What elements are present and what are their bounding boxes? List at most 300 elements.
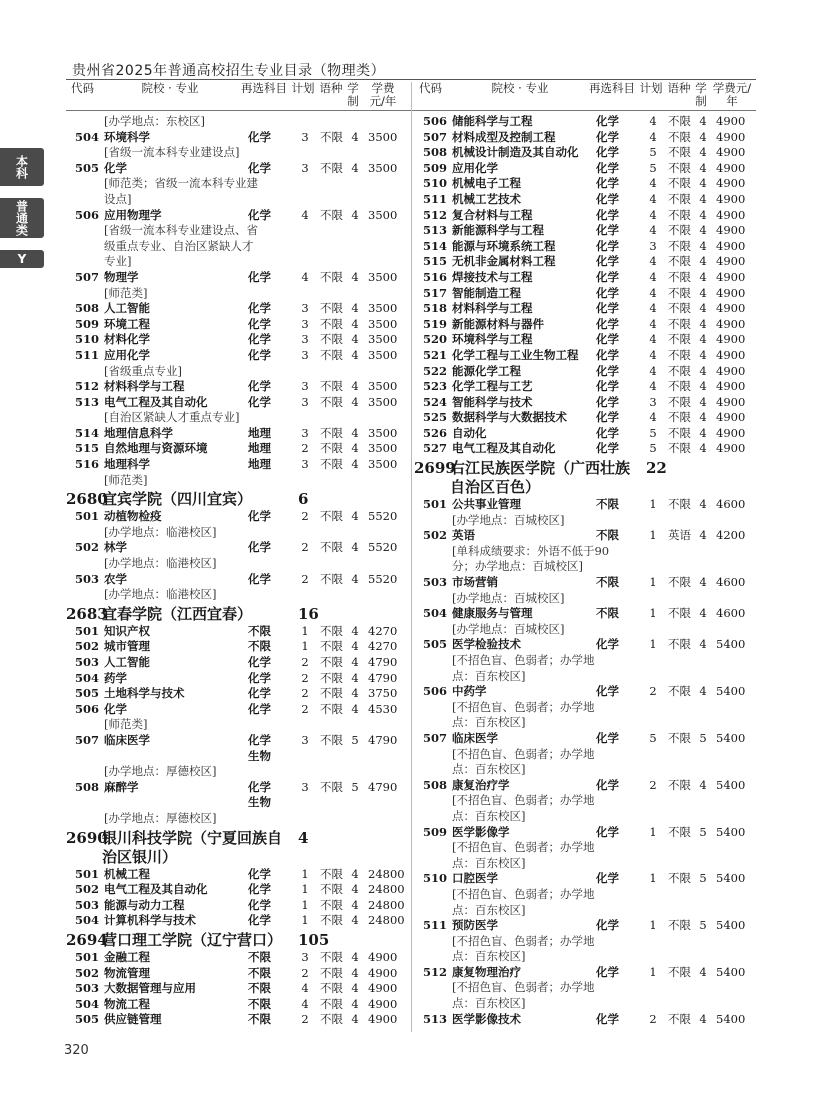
major-name: 农学 xyxy=(104,571,127,586)
language: 不限 xyxy=(320,316,343,331)
language: 不限 xyxy=(668,129,691,144)
tuition-fee: 3500 xyxy=(368,347,398,362)
major-row xyxy=(414,426,756,442)
required-subject: 化学 xyxy=(596,918,619,933)
header-rule xyxy=(66,79,756,80)
major-note: [不招色盲、色弱者；办学地点：百东校区] xyxy=(452,886,595,917)
major-name: 口腔医学 xyxy=(452,871,498,886)
study-years: 4 xyxy=(699,129,707,144)
major-row xyxy=(66,882,408,898)
tuition-fee: 4900 xyxy=(716,238,746,253)
side-tab-undergrad: 本科 xyxy=(0,148,44,186)
major-name: 机械工程 xyxy=(104,866,150,881)
study-years: 4 xyxy=(699,301,707,316)
language: 不限 xyxy=(320,655,343,669)
major-name: 物理学 xyxy=(104,269,139,284)
language: 不限 xyxy=(320,457,343,472)
major-row xyxy=(414,301,756,317)
plan-count: 3 xyxy=(301,316,309,331)
major-note: [不招色盲、色弱者；办学地点：百东校区] xyxy=(452,746,595,777)
school-code: 2690 xyxy=(66,828,108,847)
study-years: 4 xyxy=(699,160,707,175)
school-name: 宜春学院（江西宜春） xyxy=(102,604,253,623)
major-name: 材料科学与工程 xyxy=(104,379,185,394)
language: 不限 xyxy=(668,363,691,378)
plan-count: 4 xyxy=(649,301,657,316)
language: 不限 xyxy=(668,269,691,284)
major-row xyxy=(414,497,756,513)
plan-count: 5 xyxy=(649,441,657,456)
study-years: 4 xyxy=(699,254,707,269)
language: 不限 xyxy=(320,441,343,456)
major-code: 501 xyxy=(74,866,99,881)
col-header-years: 学制 xyxy=(347,81,359,108)
study-years: 4 xyxy=(351,949,359,964)
required-subject: 化学 xyxy=(596,207,619,222)
required-subject: 不限 xyxy=(248,981,271,996)
school-heading xyxy=(66,929,408,950)
major-name: 应用物理学 xyxy=(104,207,162,222)
major-name: 医学影像学 xyxy=(452,824,510,839)
language: 不限 xyxy=(668,301,691,316)
major-row xyxy=(414,637,756,653)
tuition-fee: 4790 xyxy=(368,670,398,685)
major-code: 508 xyxy=(422,145,447,160)
language: 不限 xyxy=(668,918,691,933)
major-code: 503 xyxy=(74,655,99,669)
major-name: 焊接技术与工程 xyxy=(452,269,533,284)
required-subject: 化学 xyxy=(248,571,271,586)
study-years: 4 xyxy=(699,777,707,792)
required-subject: 不限 xyxy=(248,949,271,964)
tuition-fee: 4900 xyxy=(368,949,398,964)
major-row xyxy=(66,639,408,655)
major-code: 501 xyxy=(74,509,99,524)
major-name: 公共事业管理 xyxy=(452,497,521,512)
language: 不限 xyxy=(668,238,691,253)
major-row xyxy=(414,575,756,591)
major-code: 501 xyxy=(74,949,99,964)
study-years: 4 xyxy=(699,207,707,222)
tuition-fee: 4900 xyxy=(716,379,746,394)
study-years: 4 xyxy=(351,913,359,928)
major-code: 506 xyxy=(74,701,99,716)
school-heading xyxy=(66,827,408,867)
tuition-fee: 3500 xyxy=(368,441,398,456)
plan-count: 1 xyxy=(301,639,309,654)
tuition-fee: 5400 xyxy=(716,684,746,699)
plan-count: 1 xyxy=(301,882,309,897)
required-subject-2: 生物 xyxy=(248,795,271,810)
plan-count: 4 xyxy=(649,223,657,238)
required-subject: 地理 xyxy=(248,457,271,472)
language: 不限 xyxy=(668,425,691,440)
major-row xyxy=(414,192,756,208)
major-row xyxy=(414,286,756,302)
major-name: 复合材料与工程 xyxy=(452,207,533,222)
major-code: 507 xyxy=(74,732,99,747)
study-years: 4 xyxy=(699,379,707,394)
major-note: [办学地点：百城校区] xyxy=(452,590,565,605)
tuition-fee: 4270 xyxy=(368,639,398,654)
major-code: 505 xyxy=(422,637,447,652)
major-row xyxy=(414,379,756,395)
tuition-fee: 3500 xyxy=(368,332,398,347)
language: 不限 xyxy=(668,145,691,160)
major-name: 临床医学 xyxy=(452,730,498,745)
major-name: 化学工程与工业生物工程 xyxy=(452,347,579,362)
major-row xyxy=(414,161,756,177)
study-years: 4 xyxy=(699,497,707,512)
plan-count: 4 xyxy=(649,114,657,128)
study-years: 4 xyxy=(699,238,707,253)
required-subject: 化学 xyxy=(596,238,619,253)
language: 不限 xyxy=(320,686,343,701)
plan-count: 1 xyxy=(649,528,657,543)
major-code: 509 xyxy=(422,824,447,839)
language: 不限 xyxy=(668,332,691,347)
language: 不限 xyxy=(320,1012,343,1027)
major-code: 510 xyxy=(74,332,99,347)
major-code: 505 xyxy=(74,160,99,175)
major-name: 数据科学与大数据技术 xyxy=(452,410,567,425)
major-name: 临床医学 xyxy=(104,732,150,747)
study-years: 4 xyxy=(699,363,707,378)
study-years: 4 xyxy=(351,882,359,897)
language: 不限 xyxy=(320,965,343,980)
required-subject: 化学 xyxy=(248,540,271,555)
major-code: 503 xyxy=(422,575,447,590)
study-years: 4 xyxy=(351,571,359,586)
major-note: [办学地点：百城校区] xyxy=(452,621,565,636)
plan-count: 3 xyxy=(301,779,309,794)
major-name: 麻醉学 xyxy=(104,779,139,794)
study-years: 4 xyxy=(699,425,707,440)
plan-count: 2 xyxy=(301,509,309,524)
required-subject: 化学 xyxy=(596,871,619,886)
major-name: 化学 xyxy=(104,160,127,175)
major-row xyxy=(66,317,408,333)
tuition-fee: 3500 xyxy=(368,425,398,440)
major-code: 509 xyxy=(422,160,447,175)
tuition-fee: 4900 xyxy=(716,425,746,440)
language: 不限 xyxy=(320,949,343,964)
major-name: 药学 xyxy=(104,670,127,685)
major-row xyxy=(66,130,408,146)
language: 不限 xyxy=(668,191,691,206)
school-code: 2694 xyxy=(66,930,108,949)
language: 不限 xyxy=(320,269,343,284)
required-subject: 化学 xyxy=(596,160,619,175)
language: 不限 xyxy=(320,540,343,555)
plan-count: 3 xyxy=(301,379,309,394)
major-note: [省级一流本科专业建设点] xyxy=(104,145,240,160)
plan-count: 4 xyxy=(649,410,657,425)
language: 不限 xyxy=(320,509,343,524)
plan-count: 4 xyxy=(649,347,657,362)
tuition-fee: 4900 xyxy=(716,332,746,347)
major-code: 511 xyxy=(422,191,447,206)
required-subject: 化学 xyxy=(596,285,619,300)
column-divider xyxy=(411,82,412,1032)
required-subject: 化学 xyxy=(596,332,619,347)
col-header-school-major: 院校 · 专业 xyxy=(491,81,549,95)
tuition-fee: 4900 xyxy=(368,1012,398,1027)
study-years: 4 xyxy=(699,114,707,128)
language: 英语 xyxy=(668,528,691,543)
major-note: [师范类] xyxy=(104,472,148,487)
study-years: 4 xyxy=(699,316,707,331)
major-name: 英语 xyxy=(452,528,475,543)
required-subject: 化学 xyxy=(248,866,271,881)
major-row xyxy=(66,686,408,702)
major-note: [不招色盲、色弱者；办学地点：百东校区] xyxy=(452,933,595,964)
plan-count: 3 xyxy=(649,394,657,409)
major-code: 513 xyxy=(422,1011,447,1026)
required-subject: 化学 xyxy=(596,730,619,745)
col-header-subject: 再选科目 xyxy=(241,81,287,95)
study-years: 4 xyxy=(351,457,359,472)
major-row xyxy=(414,270,756,286)
major-row xyxy=(66,733,408,749)
required-subject: 地理 xyxy=(248,441,271,456)
language: 不限 xyxy=(320,571,343,586)
language: 不限 xyxy=(320,207,343,222)
required-subject: 化学 xyxy=(596,191,619,206)
study-years: 4 xyxy=(699,528,707,543)
plan-count: 2 xyxy=(301,655,309,669)
language: 不限 xyxy=(668,410,691,425)
required-subject: 化学 xyxy=(596,824,619,839)
language: 不限 xyxy=(668,176,691,191)
language: 不限 xyxy=(668,497,691,512)
language: 不限 xyxy=(320,897,343,912)
plan-count: 3 xyxy=(301,732,309,747)
required-subject: 化学 xyxy=(596,441,619,456)
major-row xyxy=(414,441,756,457)
tuition-fee: 4900 xyxy=(716,285,746,300)
study-years: 4 xyxy=(351,269,359,284)
col-header-code: 代码 xyxy=(71,81,94,95)
major-code: 504 xyxy=(74,670,99,685)
language: 不限 xyxy=(668,316,691,331)
major-code: 513 xyxy=(422,223,447,238)
major-code: 507 xyxy=(422,129,447,144)
tuition-fee: 3500 xyxy=(368,394,398,409)
study-years: 4 xyxy=(699,684,707,699)
tuition-fee: 4530 xyxy=(368,701,398,716)
plan-count: 4 xyxy=(649,379,657,394)
tuition-fee: 3500 xyxy=(368,379,398,394)
major-name: 物流工程 xyxy=(104,996,150,1011)
study-years: 4 xyxy=(699,285,707,300)
side-tab-general: 普通类 xyxy=(0,198,44,238)
plan-count: 1 xyxy=(649,824,657,839)
required-subject: 化学 xyxy=(248,129,271,144)
study-years: 5 xyxy=(699,871,707,886)
language: 不限 xyxy=(320,639,343,654)
plan-count: 1 xyxy=(649,575,657,590)
plan-count: 1 xyxy=(301,866,309,881)
language: 不限 xyxy=(320,129,343,144)
required-subject: 化学 xyxy=(596,145,619,160)
major-note: [省级重点专业] xyxy=(104,363,182,378)
study-years: 4 xyxy=(699,145,707,160)
language: 不限 xyxy=(320,301,343,316)
major-name: 物流管理 xyxy=(104,965,150,980)
major-code: 504 xyxy=(74,129,99,144)
study-years: 4 xyxy=(699,606,707,621)
required-subject: 化学 xyxy=(596,394,619,409)
major-row xyxy=(414,825,756,841)
major-row xyxy=(66,702,408,718)
major-name: 智能制造工程 xyxy=(452,285,521,300)
major-row xyxy=(66,780,408,796)
major-name: 新能源材料与器件 xyxy=(452,316,544,331)
major-name: 环境工程 xyxy=(104,316,150,331)
major-code: 526 xyxy=(422,425,447,440)
required-subject: 化学 xyxy=(248,160,271,175)
major-row xyxy=(66,913,408,929)
major-name: 林学 xyxy=(104,540,127,555)
study-years: 4 xyxy=(351,509,359,524)
major-note: [办学地点：临港校区] xyxy=(104,587,217,602)
plan-count: 2 xyxy=(301,670,309,685)
plan-count: 3 xyxy=(301,457,309,472)
study-years: 4 xyxy=(699,575,707,590)
major-row xyxy=(414,965,756,981)
major-row xyxy=(414,731,756,747)
tuition-fee: 4790 xyxy=(368,655,398,669)
major-code: 516 xyxy=(422,269,447,284)
major-name: 材料化学 xyxy=(104,332,150,347)
major-code: 508 xyxy=(74,301,99,316)
language: 不限 xyxy=(320,732,343,747)
major-name: 能源与动力工程 xyxy=(104,897,185,912)
required-subject: 化学 xyxy=(248,347,271,362)
required-subject: 化学 xyxy=(248,316,271,331)
tuition-fee: 4900 xyxy=(716,191,746,206)
major-name: 环境科学 xyxy=(104,129,150,144)
study-years: 4 xyxy=(699,964,707,979)
language: 不限 xyxy=(668,285,691,300)
language: 不限 xyxy=(668,777,691,792)
required-subject: 地理 xyxy=(248,425,271,440)
required-subject: 化学 xyxy=(248,269,271,284)
major-code: 512 xyxy=(74,379,99,394)
major-name: 机械设计制造及其自动化 xyxy=(452,145,579,160)
school-name: 银川科技学院（宁夏回族自治区银川） xyxy=(102,828,283,866)
major-code: 503 xyxy=(74,897,99,912)
major-row xyxy=(66,348,408,364)
plan-count: 4 xyxy=(649,129,657,144)
tuition-fee: 4900 xyxy=(368,996,398,1011)
school-name: 营口理工学院（辽宁营口） xyxy=(102,930,283,949)
language: 不限 xyxy=(320,379,343,394)
major-name: 化学 xyxy=(104,701,127,716)
major-name: 医学检验技术 xyxy=(452,637,521,652)
major-code: 515 xyxy=(422,254,447,269)
tuition-fee: 5400 xyxy=(716,730,746,745)
language: 不限 xyxy=(668,441,691,456)
study-years: 4 xyxy=(351,379,359,394)
language: 不限 xyxy=(668,1011,691,1026)
language: 不限 xyxy=(320,670,343,685)
tuition-fee: 4200 xyxy=(716,528,746,543)
page-number: 320 xyxy=(64,1043,89,1058)
language: 不限 xyxy=(668,379,691,394)
plan-count: 2 xyxy=(301,701,309,716)
plan-count: 4 xyxy=(301,207,309,222)
major-name: 自动化 xyxy=(452,425,487,440)
plan-count: 3 xyxy=(301,160,309,175)
required-subject: 化学 xyxy=(248,670,271,685)
required-subject: 化学 xyxy=(596,347,619,362)
major-code: 521 xyxy=(422,347,447,362)
major-code: 502 xyxy=(422,528,447,543)
required-subject: 化学 xyxy=(596,254,619,269)
major-code: 504 xyxy=(74,913,99,928)
major-name: 无机非金属材料工程 xyxy=(452,254,556,269)
required-subject: 化学 xyxy=(248,301,271,316)
major-name: 康复治疗学 xyxy=(452,777,510,792)
study-years: 4 xyxy=(351,670,359,685)
tuition-fee: 3500 xyxy=(368,301,398,316)
school-plan-total: 4 xyxy=(298,828,309,847)
major-row xyxy=(66,457,408,473)
school-plan-total: 6 xyxy=(298,490,309,509)
language: 不限 xyxy=(668,347,691,362)
language: 不限 xyxy=(320,623,343,638)
major-row xyxy=(414,114,756,130)
tuition-fee: 3500 xyxy=(368,129,398,144)
right-column xyxy=(414,114,756,1027)
col-header-school-major: 院校 · 专业 xyxy=(141,81,199,95)
tuition-fee: 4900 xyxy=(716,410,746,425)
major-code: 501 xyxy=(422,497,447,512)
plan-count: 1 xyxy=(649,964,657,979)
school-code: 2699 xyxy=(414,459,456,478)
major-code: 502 xyxy=(74,639,99,654)
required-subject: 不限 xyxy=(596,575,619,590)
major-row xyxy=(66,966,408,982)
language: 不限 xyxy=(668,114,691,128)
required-subject: 化学 xyxy=(596,363,619,378)
major-row xyxy=(414,130,756,146)
school-plan-total: 22 xyxy=(646,459,667,478)
required-subject: 化学 xyxy=(248,332,271,347)
major-row xyxy=(66,950,408,966)
major-code: 510 xyxy=(422,871,447,886)
plan-count: 2 xyxy=(649,684,657,699)
tuition-fee: 3750 xyxy=(368,686,398,701)
tuition-fee: 24800 xyxy=(368,913,405,928)
required-subject: 化学 xyxy=(596,316,619,331)
language: 不限 xyxy=(668,223,691,238)
required-subject: 化学 xyxy=(596,379,619,394)
study-years: 4 xyxy=(351,623,359,638)
required-subject: 化学 xyxy=(248,701,271,716)
language: 不限 xyxy=(320,913,343,928)
language: 不限 xyxy=(668,254,691,269)
required-subject: 化学 xyxy=(248,655,271,669)
study-years: 4 xyxy=(699,441,707,456)
major-note: [师范类] xyxy=(104,285,148,300)
tuition-fee: 5400 xyxy=(716,871,746,886)
plan-count: 2 xyxy=(301,540,309,555)
required-subject: 化学 xyxy=(596,637,619,652)
major-name: 康复物理治疗 xyxy=(452,964,521,979)
